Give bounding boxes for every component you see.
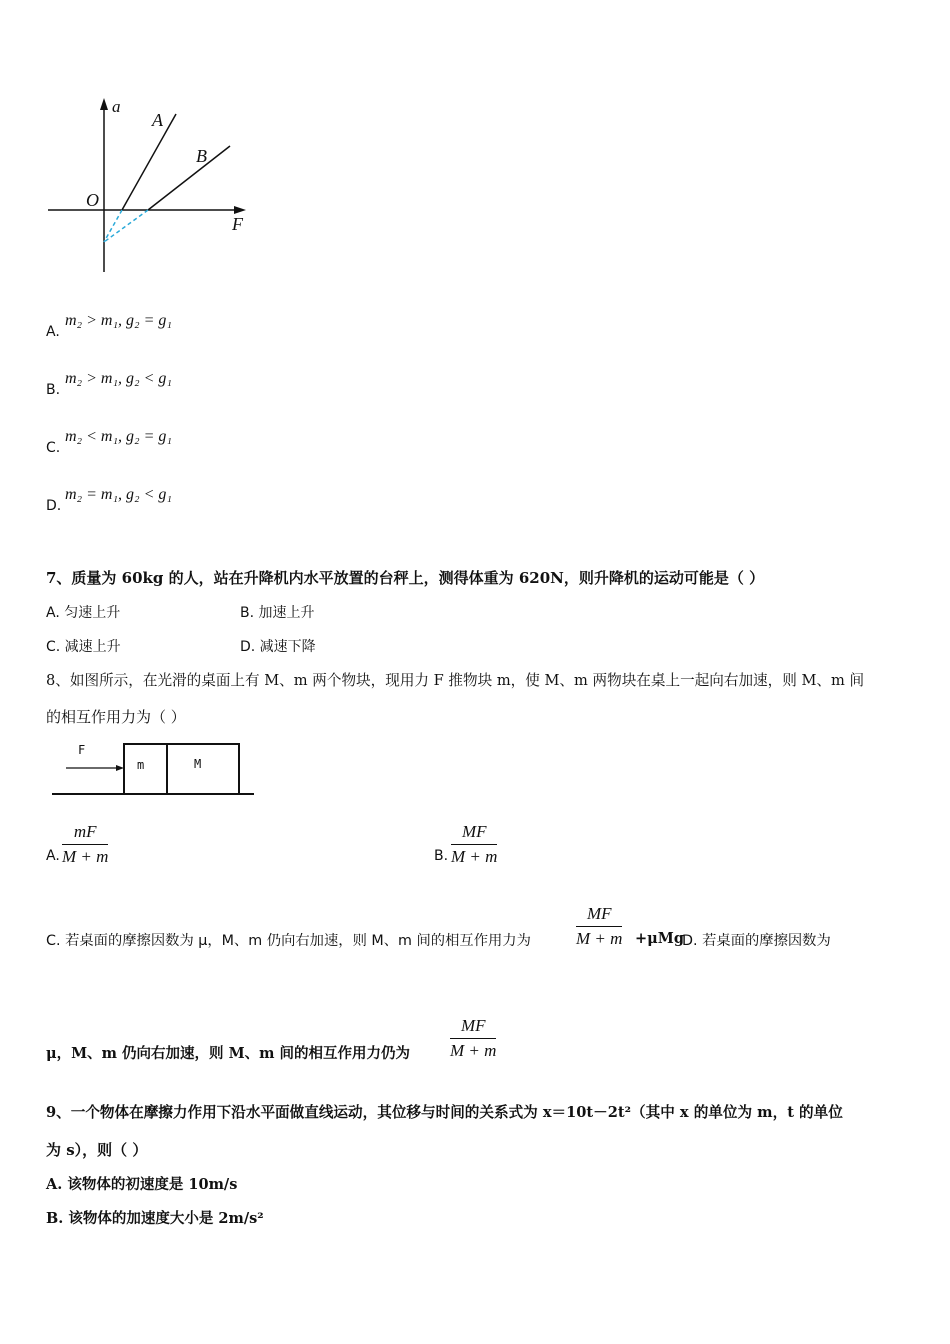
fraction-mf-over-m-plus-m (450, 1016, 496, 1061)
line-b-extension (104, 210, 148, 242)
fraction-mf-over-m-plus-m (576, 904, 622, 949)
block-m (124, 744, 167, 794)
block-M-label: M (194, 757, 202, 771)
q7-option-b[interactable]: B. 加速上升 (240, 605, 315, 621)
option-letter: C. (46, 440, 61, 456)
fraction-mf-over-m-plus-m (62, 822, 108, 867)
q7-option-c[interactable]: C. 减速上升 (46, 639, 121, 655)
option-letter: A. (46, 324, 60, 340)
x-axis-arrow (234, 206, 246, 214)
force-arrowhead (116, 765, 124, 771)
option-expression: m₂ < m₁, g₂ = g₁ (65, 428, 172, 445)
y-axis-label: a (112, 97, 121, 116)
fraction-denominator: M + m (576, 929, 623, 948)
line-a-extension (104, 210, 122, 242)
option-d-text: μ，M、m 仍向右加速，则 M、m 间的相互作用力仍为 (46, 1045, 411, 1062)
q7-stem: 7、质量为 60kg 的人，站在升降机内水平放置的台秤上，测得体重为 620N，则升降机的运动可能是（ ） (46, 569, 765, 587)
option-d-head: D. 若桌面的摩擦因数为 (682, 933, 831, 949)
line-b (148, 146, 230, 210)
q9-option-a[interactable]: A. 该物体的初速度是 10m/s (46, 1176, 238, 1193)
fraction-mf-over-m-plus-m (451, 822, 497, 867)
blocks-figure (46, 736, 260, 802)
option-letter: B. (46, 382, 61, 398)
q9-stem-line1: 9、一个物体在摩擦力作用下沿水平面做直线运动，其位移与时间的关系式为 x＝10t－2t²（其中 x 的单位为 m，t 的单位 (46, 1104, 843, 1121)
line-a-label: A (152, 110, 163, 130)
option-c-text: C. 若桌面的摩擦因数为 μ，M、m 仍向右加速，则 M、m 间的相互作用力为 (46, 933, 531, 949)
q9-stem-line2: 为 s），则（ ） (46, 1141, 148, 1159)
q9-option-b[interactable]: B. 该物体的加速度大小是 2m/s² (46, 1210, 264, 1227)
option-c-tail: +μMg (635, 930, 684, 947)
fraction-numerator: mF (62, 822, 108, 845)
q7-option-a[interactable]: A. 匀速上升 (46, 605, 121, 621)
origin-label: O (86, 190, 99, 210)
x-axis-label: F (232, 214, 243, 234)
q8-stem-line2: 的相互作用力为（ ） (46, 708, 186, 726)
option-letter: B. (434, 848, 449, 864)
a-f-graph (40, 90, 260, 280)
fraction-denominator: M + m (62, 847, 109, 866)
option-expression: m₂ > m₁, g₂ = g₁ (65, 312, 172, 329)
q7-option-d[interactable]: D. 减速下降 (240, 639, 316, 655)
block-m-label: m (137, 758, 145, 772)
fraction-denominator: M + m (451, 847, 498, 866)
option-expression: m₂ > m₁, g₂ < g₁ (65, 370, 172, 387)
fraction-denominator: M + m (450, 1041, 497, 1060)
line-b-label: B (196, 146, 207, 166)
fraction-numerator: MF (450, 1016, 496, 1039)
option-expression: m₂ = m₁, g₂ < g₁ (65, 486, 172, 503)
force-label: F (78, 743, 86, 757)
fraction-numerator: MF (576, 904, 622, 927)
option-letter: A. (46, 848, 60, 864)
y-axis-arrow (100, 98, 108, 110)
q8-stem-line1: 8、如图所示，在光滑的桌面上有 M、m 两个物块，现用力 F 推物块 m，使 M、m 两物块在桌上一起向右加速，则 M、m 间 (46, 672, 865, 689)
fraction-numerator: MF (451, 822, 497, 845)
block-M (167, 744, 239, 794)
line-a (122, 114, 176, 210)
option-letter: D. (46, 498, 62, 514)
